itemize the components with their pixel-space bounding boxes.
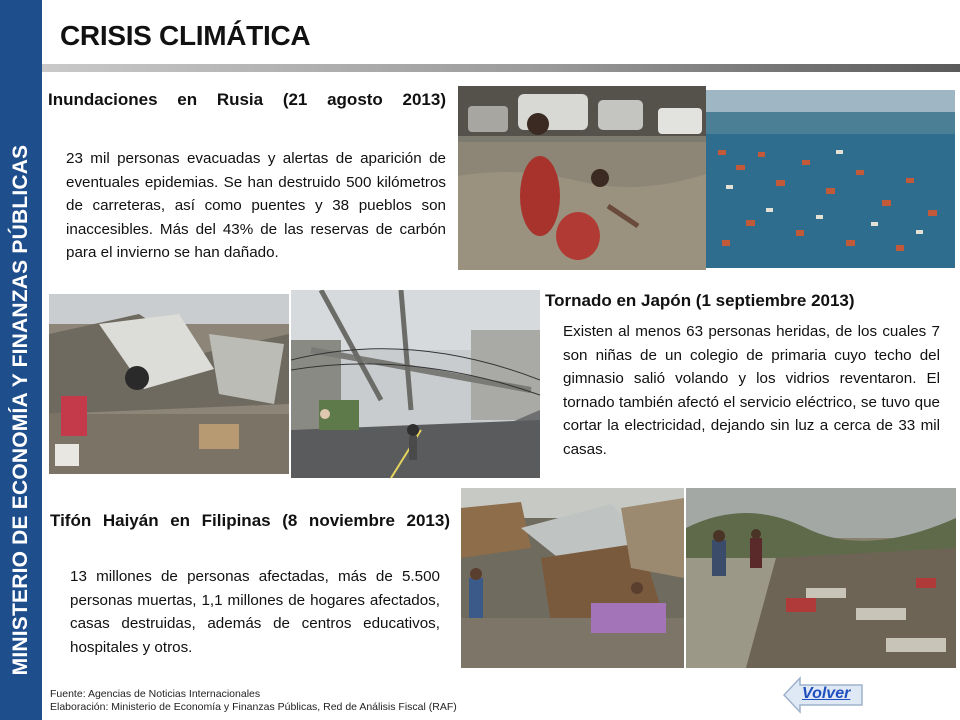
- japan-tornado-heading: Tornado en Japón (1 septiembre 2013): [545, 291, 855, 310]
- title-divider: [42, 64, 960, 72]
- photo-debris-street: [686, 488, 956, 668]
- ministry-label: MINISTERIO DE ECONOMÍA Y FINANZAS PÚBLICAS: [9, 144, 32, 676]
- sidebar-banner: [0, 0, 42, 720]
- photo-fallen-poles: [291, 290, 540, 478]
- footer: [50, 688, 457, 714]
- russia-floods-text: 23 mil personas evacuadas y alertas de aparición de eventuales epidemias. Se han destruido 500 kilómetros de carreteras, así como puentes y 38 pueblos son inaccesibles. Más del 43% de las reservas de carbón para el invierno se han dañado.: [66, 150, 446, 261]
- photo-wrecked-cars: [49, 294, 289, 474]
- russia-floods-heading: Inundaciones en Rusia (21 agosto 2013): [48, 90, 446, 109]
- page-title: CRISIS CLIMÁTICA: [60, 20, 311, 51]
- footer-source: Fuente: Agencias de Noticias Internacionales: [50, 688, 261, 700]
- back-button[interactable]: [782, 676, 864, 714]
- photo-flooded-street: [458, 86, 706, 270]
- japan-tornado-text: Existen al menos 63 personas heridas, de los cuales 7 son niñas de un colegio de primaria cuyo techo del gimnasio salió volando y los vidrios reventaron. El tornado también afectó el servicio eléctrico, se tuvo que cortar la electricidad, dejando sin luz a cerca de 33 mil casas.: [563, 323, 940, 458]
- philippines-typhoon-text: 13 millones de personas afectadas, más de 5.500 personas muertas, 1,1 millones de hogares afectados, casas destruidas, además de centros educativos, hospitales y otros.: [70, 568, 440, 656]
- philippines-typhoon-heading: Tifón Haiyán en Filipinas (8 noviembre 2013): [50, 511, 450, 530]
- footer-credit: Elaboración: Ministerio de Economía y Finanzas Públicas, Red de Análisis Fiscal (RAF): [50, 701, 457, 713]
- photo-collapsed-houses: [461, 488, 684, 668]
- back-button-label[interactable]: Volver: [802, 685, 851, 702]
- photo-aerial-flood: [706, 90, 955, 268]
